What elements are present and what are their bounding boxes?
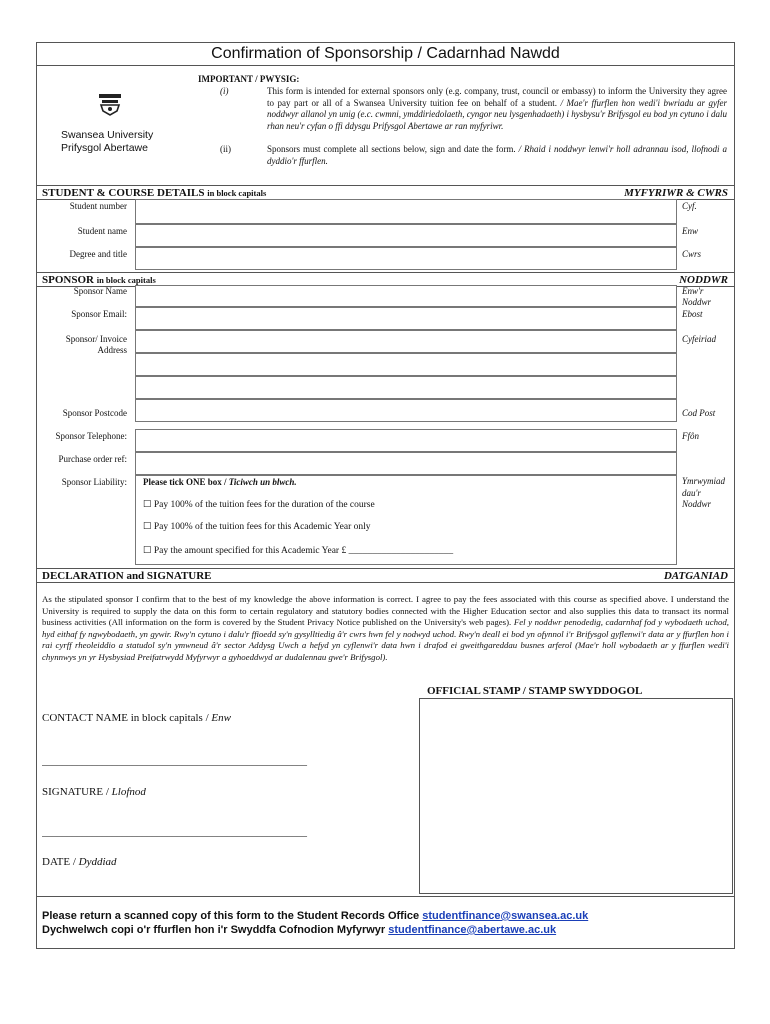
important-item-2-cy: / Rhaid i noddwyr lenwi'r holl adrannau isod, llofnodi a dyddio'r ffurflen.: [267, 144, 728, 166]
declaration-title-cy: DATGANIAD: [663, 570, 728, 582]
student-section-title-cy: MYFYRIWR & CWRS: [624, 187, 728, 199]
student-number-input[interactable]: [135, 199, 677, 224]
logo-line-1: Swansea University: [61, 129, 154, 141]
student-number-label: Student number: [69, 201, 127, 211]
important-item-1-cy: / Mae'r ffurflen hon wedi'i bwriadu ar gyfer noddwyr allanol yn unig (e.c. cwmni, ymddiriedolaeth, cyngor neu lysgenhadaeth) i hysbysu'r Brifysgol eu bod yn cytuno i dalu rhan neu'r cyfan o ffi ddysgu Prifysgol Abertawe ar ran myfyriwr.: [267, 97, 728, 131]
degree-input[interactable]: [135, 247, 677, 270]
declaration-title: DECLARATION and SIGNATURE: [42, 570, 212, 582]
student-section-title: STUDENT & COURSE DETAILS in block capitals: [42, 187, 267, 199]
footer-line-2: Dychwelwch copi o'r ffurflen hon i'r Swyddfa Cofnodion Myfyrwyr studentfinance@abertawe.ac.uk: [42, 924, 557, 936]
declaration-text-cy: Fel y noddwr penodedig, cadarnhaf fod y wybodaeth uchod, hyd eithaf fy ngwybodaeth, yn gywir. Rwy'n cytuno i dalu'r ffioedd sy'n gysylltiedig â'r cwrs hwn fel y nodwyd uchod. Rwy'n deall ei bod yn ofynnol i'r Brifysgol gyflenwi'r data ar y ffurflen hon i rai cyrff rheoleiddio a statudol sy'n ymwneud â'r sector Addysg Uwch a hefyd yn cyflenwi'r data hwn i drafod ei gweithgareddau busnes arferol (Mae'r holl wybodaeth ar y ffurflen wedi'i chynnwys yn yr Hysbysiad Preifatrwydd Myfyrwyr a gyhoeddwyd ar dudalennau gwe'r Brifysgol).: [42, 617, 729, 662]
important-item-1-en: This form is intended for external sponsors only (e.g. company, trust, council or embassy) to inform the University they agree to pay part or all of a Swansea University tuition fee on behalf of a student.: [267, 86, 727, 108]
sponsor-phone-input[interactable]: [135, 429, 677, 452]
sponsor-liability-label: Sponsor Liability:: [61, 477, 127, 487]
declaration-header: [37, 568, 734, 583]
declaration-text: [42, 594, 729, 663]
important-item-1: [267, 86, 727, 132]
liability-option-academic-year[interactable]: ☐ Pay 100% of the tuition fees for this Academic Year only: [143, 522, 371, 532]
important-item-2-en: Sponsors must complete all sections below, sign and date the form.: [267, 144, 516, 154]
sponsor-email-input[interactable]: [135, 307, 677, 330]
footer-line-1: Please return a scanned copy of this form to the Student Records Office studentfinance@swansea.ac.uk: [42, 910, 589, 922]
student-section-header: [37, 185, 734, 200]
official-stamp-box[interactable]: [419, 698, 733, 894]
student-name-input[interactable]: [135, 224, 677, 247]
student-number-label-cy: Cyf.: [682, 201, 697, 211]
signature-line[interactable]: _____________________________________________________: [42, 827, 307, 838]
sponsor-address-label-cy: Cyfeiriad: [682, 334, 716, 344]
contact-name-label: CONTACT NAME in block capitals / Enw: [42, 712, 231, 724]
sponsor-name-label-cy: Enw'r Noddwr: [682, 286, 712, 307]
sponsor-section-title-cy: NODDWR: [679, 274, 728, 286]
university-crest-icon: [95, 91, 125, 117]
important-item-2: [267, 144, 727, 167]
stamp-title: OFFICIAL STAMP / STAMP SWYDDOGOL: [427, 685, 643, 697]
sponsorship-form: [36, 42, 735, 949]
liability-option-specified-amount[interactable]: ☐ Pay the amount specified for this Academic Year £ ______________________: [143, 546, 454, 556]
sponsor-section-title: SPONSOR in block capitals: [42, 274, 156, 286]
date-label: DATE / Dyddiad: [42, 856, 117, 868]
logo-line-2: Prifysgol Abertawe: [61, 142, 148, 154]
contact-name-line[interactable]: _____________________________________________________: [42, 756, 307, 767]
sponsor-address-line-1[interactable]: [135, 330, 677, 353]
declaration-text-en: As the stipulated sponsor I confirm that to the best of my knowledge the above information is correct. I agree to pay the fees associated with this course as specified above. I understand the University is required to supply the data on this form to certain regulatory and statutory bodies connected with the Higher Education sector and also supplies this data to transact its normal business activities (All information on the form is covered by the Student Privacy Notice published on the University's web pages).: [42, 594, 729, 627]
sponsor-phone-label-cy: Ffôn: [682, 431, 699, 441]
sponsor-address-line-4[interactable]: [135, 399, 677, 422]
purchase-order-input[interactable]: [135, 452, 677, 475]
liability-instruction: Please tick ONE box / Ticiwch un blwch.: [143, 477, 297, 487]
degree-label-cy: Cwrs: [682, 249, 702, 259]
signature-label: SIGNATURE / Llofnod: [42, 786, 146, 798]
degree-label: Degree and title: [69, 249, 127, 259]
sponsor-address-label: Sponsor/ Invoice Address: [65, 334, 127, 355]
purchase-order-label: Purchase order ref:: [58, 454, 127, 464]
sponsor-address-line-3[interactable]: [135, 376, 677, 399]
sponsor-email-label-cy: Ebost: [682, 309, 703, 319]
sponsor-phone-label: Sponsor Telephone:: [55, 431, 127, 441]
sponsor-liability-label-cy: Ymrwymiad dau'r Noddwr: [682, 476, 726, 509]
footer-email-cy-link[interactable]: studentfinance@abertawe.ac.uk: [388, 924, 557, 936]
sponsor-name-input[interactable]: [135, 285, 677, 307]
sponsor-postcode-label: Sponsor Postcode: [62, 408, 127, 418]
student-name-label-cy: Enw: [682, 226, 699, 236]
university-logo: [51, 91, 161, 156]
important-item-1-num: (i): [220, 86, 229, 96]
student-name-label: Student name: [77, 226, 127, 236]
important-heading: IMPORTANT / PWYSIG:: [198, 74, 300, 84]
footer-bar: [37, 896, 734, 948]
sponsor-name-label: Sponsor Name: [73, 286, 127, 296]
form-title: Confirmation of Sponsorship / Cadarnhad Nawdd: [37, 43, 734, 66]
footer-email-en-link[interactable]: studentfinance@swansea.ac.uk: [422, 910, 589, 922]
sponsor-address-line-2[interactable]: [135, 353, 677, 376]
sponsor-email-label: Sponsor Email:: [71, 309, 127, 319]
important-item-2-num: (ii): [220, 144, 231, 154]
liability-option-full-course[interactable]: ☐ Pay 100% of the tuition fees for the duration of the course: [143, 500, 375, 510]
sponsor-postcode-label-cy: Cod Post: [682, 408, 716, 418]
